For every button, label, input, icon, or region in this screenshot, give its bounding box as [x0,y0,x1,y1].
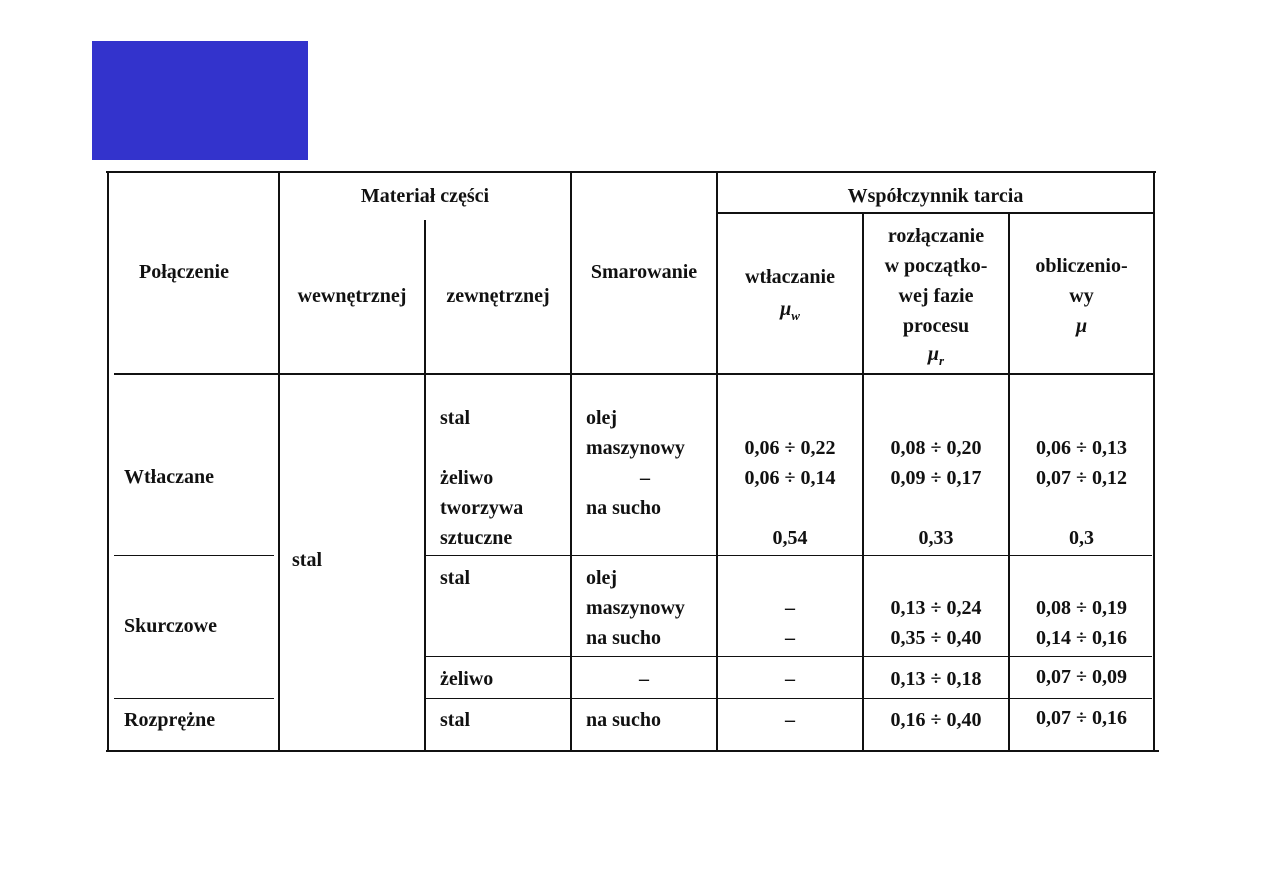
rozprezne-mu: 0,07 ÷ 0,16 [1036,707,1127,729]
header-wspolczynnik: Współczynnik tarcia [847,185,1024,207]
table-bottom-rule [106,750,1159,752]
header-obliczeniowy: obliczenio- wy [1035,255,1128,307]
inner-material: stal [292,549,322,571]
col-rule-left [107,173,109,750]
skurczowe-stal-mu-w: – – [785,597,795,649]
skurczowe-zeliwo-mu-r: 0,13 ÷ 0,18 [890,668,982,690]
header-zewnetrznej: zewnętrznej [446,285,550,307]
skurczowe-zeliwo-outer: żeliwo [440,668,494,690]
skurczowe-zeliwo-mu: 0,07 ÷ 0,09 [1036,666,1127,688]
skurczowe-stal-mu-r: 0,13 ÷ 0,24 0,35 ÷ 0,40 [890,597,982,649]
row-rule-wtlaczane-right [426,555,1152,556]
header-material: Materiał części [360,185,490,207]
header-smarowanie: Smarowanie [590,261,698,283]
col-rule-1 [278,173,280,750]
skurczowe-stal-outer: stal [440,567,470,589]
wtlaczane-mu: 0,06 ÷ 0,13 0,07 ÷ 0,12 0,3 [1036,437,1127,549]
row-rule-skurczowe [114,698,274,699]
col-rule-right [1153,173,1155,750]
rozprezne-mu-w: – [785,709,795,731]
header-wewnetrznej: wewnętrznej [297,285,407,307]
joint-skurczowe: Skurczowe [124,615,217,637]
row-rule-skurczowe-right [426,698,1152,699]
header-mu-w: $\mu_w$ [780,298,800,323]
header-wtlaczanie: wtłaczanie [745,266,835,288]
header-mu-r: $\mu_r$ [927,343,945,368]
row-rule-wtlaczane [114,555,274,556]
wtlaczane-mu-r: 0,08 ÷ 0,20 0,09 ÷ 0,17 0,33 [890,437,982,549]
header-polaczenie: Połączenie [139,261,229,283]
rozprezne-mu-r: 0,16 ÷ 0,40 [890,709,982,731]
skurczowe-stal-lubrication: olej maszynowy na sucho [586,567,685,649]
wtlaczane-mu-w: 0,06 ÷ 0,22 0,06 ÷ 0,14 0,54 [744,437,836,549]
skurczowe-zeliwo-mu-w: – [785,668,795,690]
skurczowe-stal-mu: 0,08 ÷ 0,19 0,14 ÷ 0,16 [1036,597,1127,649]
header-sub-rule [716,212,1153,214]
header-rozlaczanie: rozłączanie w początko- wej fazie procesu [884,225,988,337]
rozprezne-lubrication: na sucho [586,709,662,731]
wtlaczane-lubrication: olej maszynowy – na sucho [586,407,685,519]
rozprezne-outer: stal [440,709,470,731]
table-top-rule [106,171,1156,173]
joint-rozprezne: Rozprężne [124,709,216,731]
row-rule-skurczowe-stal [426,656,1152,657]
wtlaczane-outer-material: stal żeliwo tworzywa sztuczne [440,407,524,549]
header-mu: μ [1075,315,1088,337]
skurczowe-zeliwo-lubrication: – [639,668,649,690]
joint-wtlaczane: Wtłaczane [124,466,214,488]
